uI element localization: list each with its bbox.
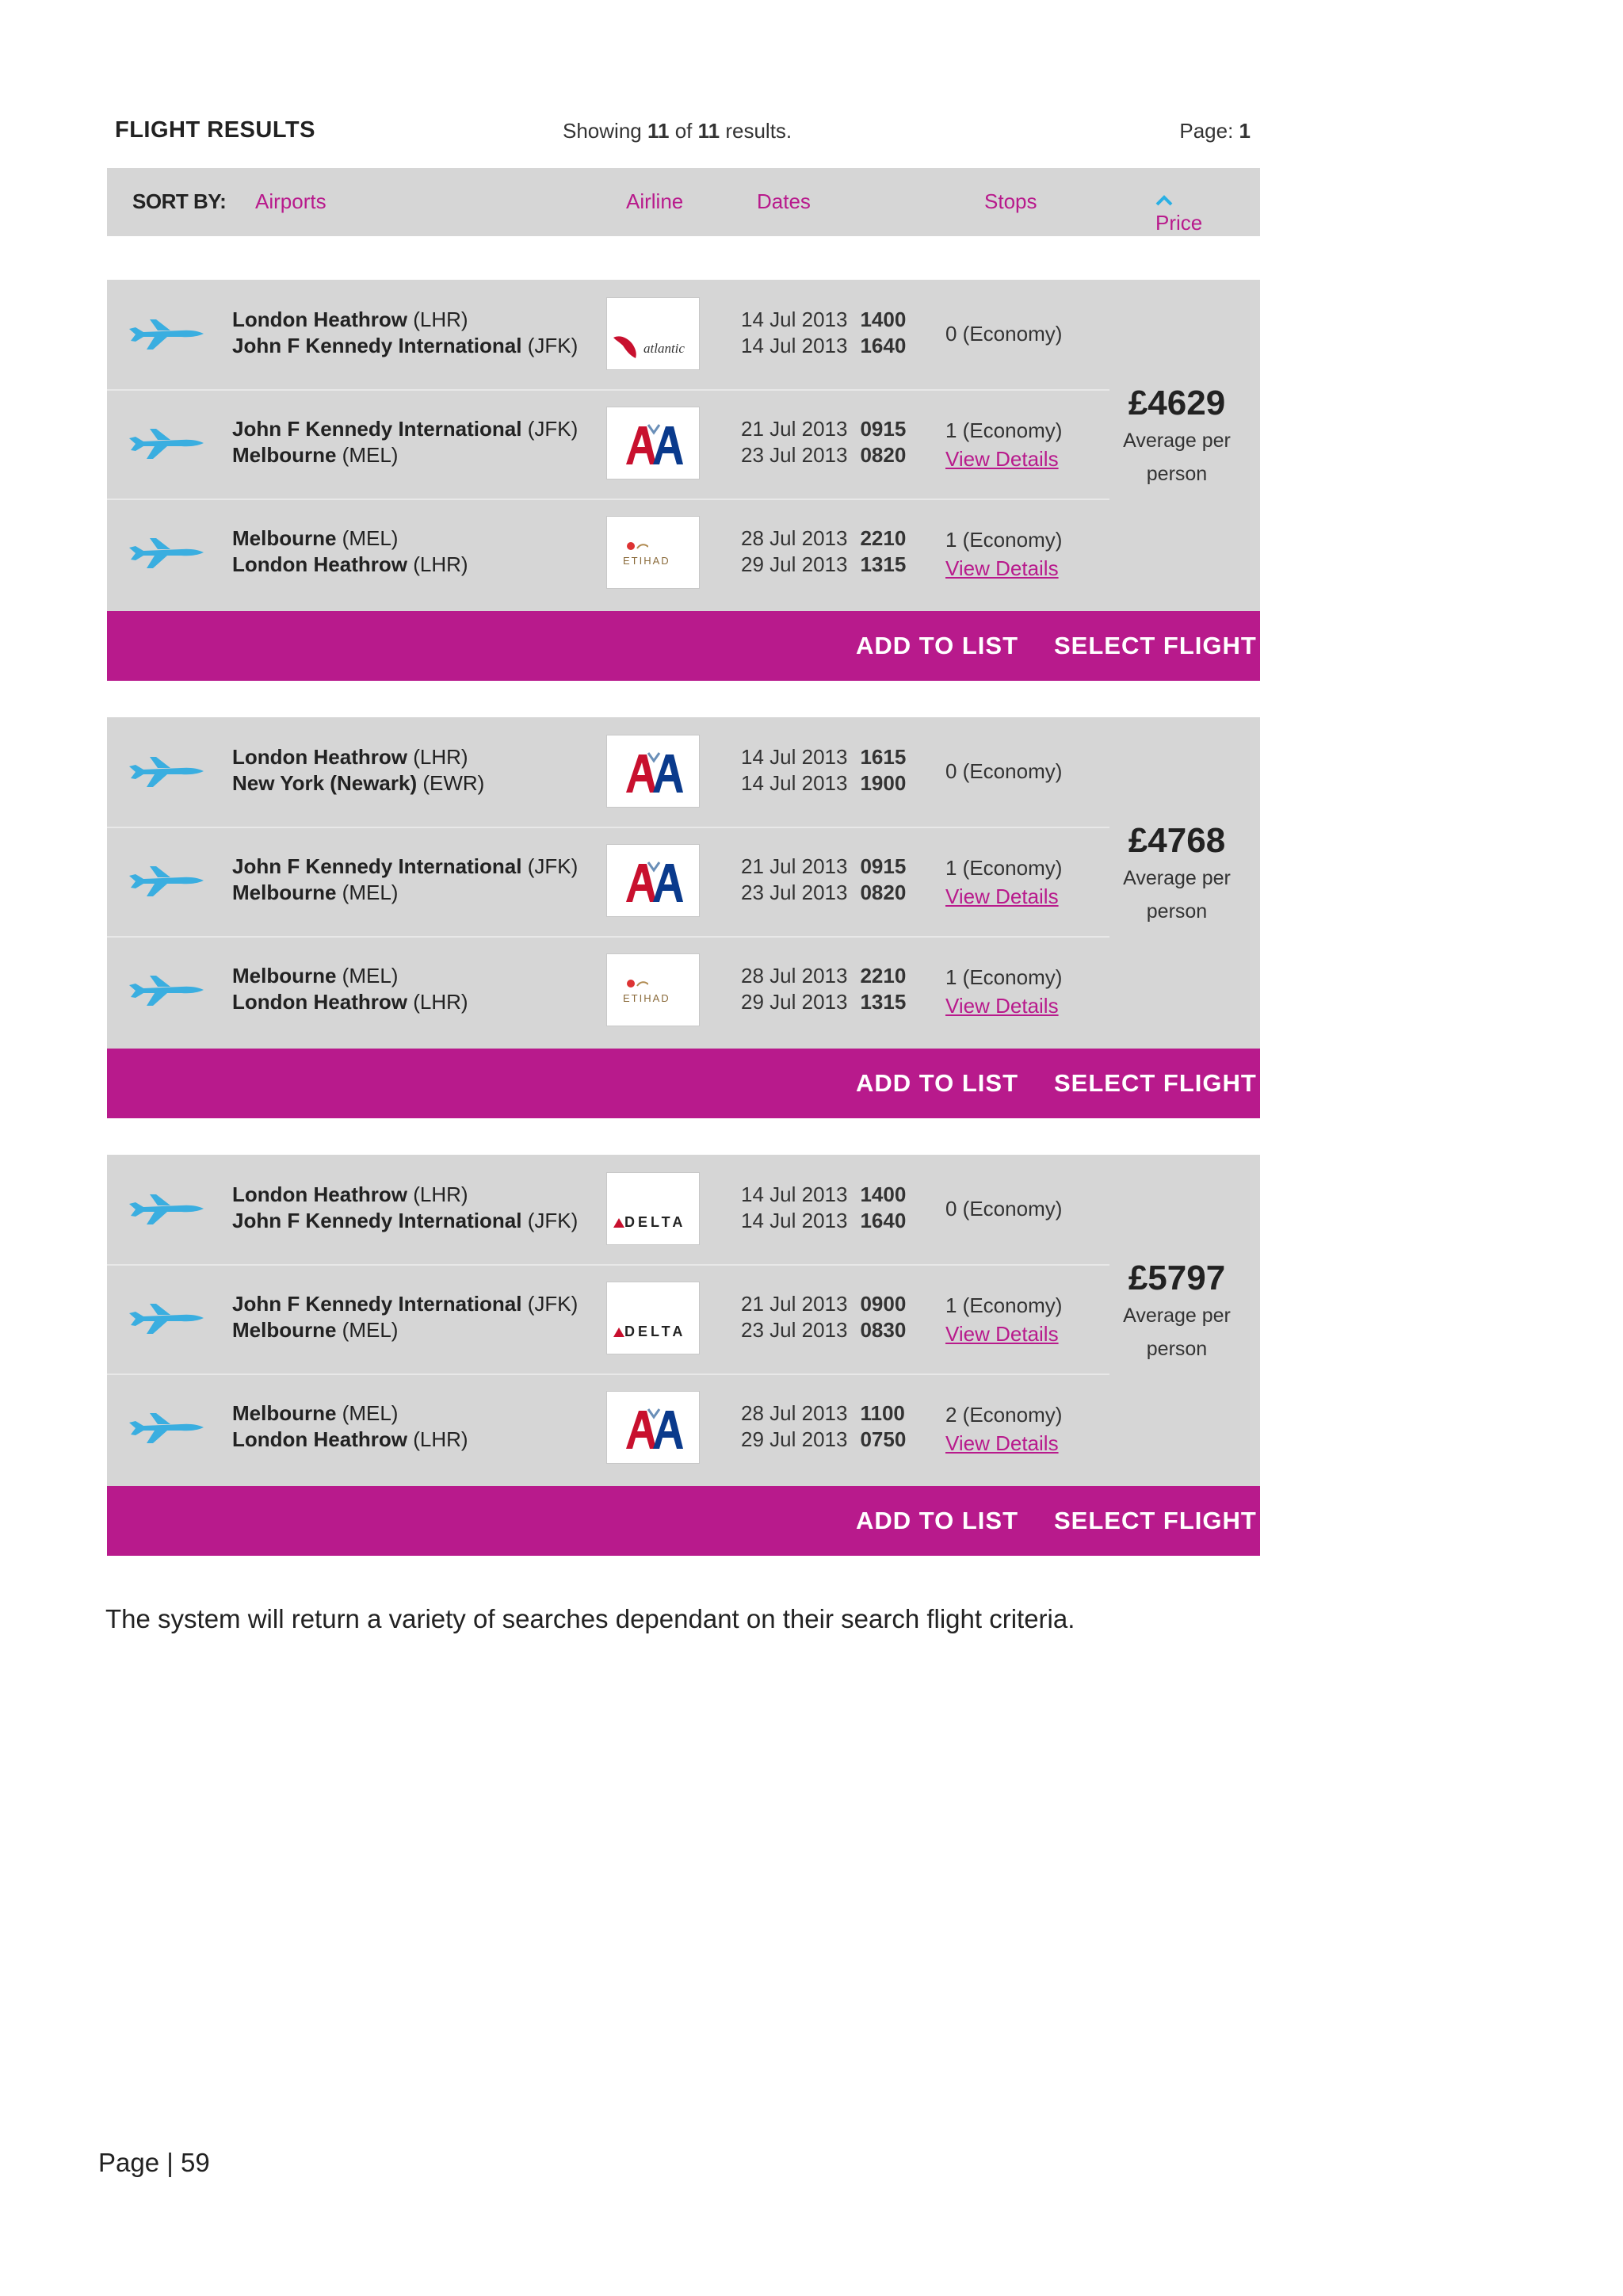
departure-datetime [741,1291,906,1317]
leg-origin [232,1400,468,1427]
leg-dates [741,1291,906,1343]
origin-code: (JFK) [521,417,579,441]
flight-leg-row [107,280,1109,391]
flight-result-card [107,280,1260,681]
arrival-date: 14 Jul 2013 [741,1209,848,1232]
airplane-icon [126,532,205,571]
price-note-line1: Average per [1123,867,1231,889]
destination-code: (LHR) [407,990,468,1014]
arrival-datetime [741,1427,906,1453]
departure-date: 14 Jul 2013 [741,308,848,331]
american-airlines-logo [624,859,683,904]
leg-airports [232,744,484,797]
american-airlines-logo [624,422,683,466]
airline-logo-box [606,735,700,808]
origin-name: John F Kennedy International [232,417,522,441]
result-action-bar [107,1049,1260,1118]
sort-price-link[interactable] [1155,189,1203,235]
destination-name: London Heathrow [232,1427,407,1451]
showing-suffix: results. [720,119,792,143]
leg-dates [741,525,906,578]
stops-class: 1 (Economy) [945,965,1063,989]
leg-stops [945,757,1062,785]
origin-code: (LHR) [407,308,468,331]
destination-code: (EWR) [417,771,485,795]
departure-time: 1100 [860,1401,905,1425]
stops-class: 1 (Economy) [945,1293,1063,1317]
destination-name: Melbourne [232,881,337,904]
add-to-list-button[interactable]: ADD TO LIST [856,632,1019,659]
leg-airports [232,307,578,359]
arrival-date: 23 Jul 2013 [741,881,848,904]
destination-name: Melbourne [232,443,337,467]
departure-date: 21 Jul 2013 [741,1292,848,1316]
arrival-date: 29 Jul 2013 [741,990,848,1014]
leg-destination [232,552,468,578]
origin-code: (LHR) [407,745,468,769]
arrival-time: 0820 [860,881,907,904]
arrival-date: 23 Jul 2013 [741,443,848,467]
price-amount: £4768 [1128,821,1226,860]
origin-code: (JFK) [521,1292,579,1316]
leg-airports [232,963,468,1015]
etihad-logo [621,541,685,572]
etihad-mark-icon [624,978,648,989]
departure-datetime [741,307,906,333]
view-details-link[interactable]: View Details [945,1322,1059,1346]
showing-count: 11 [647,119,670,143]
view-details-link[interactable]: View Details [945,994,1059,1018]
delta-triangle-icon [613,1218,624,1228]
airplane-icon [126,751,205,790]
airline-logo-box [606,297,700,370]
arrival-datetime [741,333,906,359]
destination-code: (MEL) [336,443,399,467]
delta-logo-text: DELTA [624,1324,686,1339]
departure-date: 28 Jul 2013 [741,526,848,550]
leg-origin [232,1291,578,1317]
view-details-link[interactable]: View Details [945,884,1059,908]
origin-code: (MEL) [336,1401,399,1425]
departure-date: 21 Jul 2013 [741,417,848,441]
departure-date: 28 Jul 2013 [741,964,848,988]
sort-airports-link[interactable]: Airports [255,189,327,213]
chevron-up-icon [1155,194,1173,207]
results-header [107,111,1260,151]
leg-destination [232,989,468,1015]
destination-name: Melbourne [232,1318,337,1342]
leg-dates [741,854,906,906]
leg-stops [945,1400,1062,1457]
leg-destination [232,880,578,906]
add-to-list-button[interactable]: ADD TO LIST [856,1069,1019,1097]
leg-destination [232,1427,468,1453]
airplane-icon [126,860,205,900]
leg-airports [232,1291,578,1343]
departure-time: 1400 [860,1182,907,1206]
arrival-time: 1640 [860,334,907,357]
virgin-logo-text: atlantic [643,341,685,356]
sort-airline-link[interactable]: Airline [626,189,684,213]
leg-destination [232,770,484,797]
add-to-list-button[interactable]: ADD TO LIST [856,1507,1019,1534]
arrival-time: 0820 [860,443,907,467]
origin-name: John F Kennedy International [232,854,522,878]
arrival-time: 1315 [860,552,907,576]
arrival-time: 1315 [860,990,907,1014]
leg-stops [945,319,1062,348]
price-note-line1: Average per [1123,1305,1231,1327]
destination-name: London Heathrow [232,552,407,576]
arrival-date: 29 Jul 2013 [741,1427,848,1451]
flight-result-card [107,717,1260,1118]
airplane-icon [126,1297,205,1337]
destination-name: John F Kennedy International [232,334,522,357]
leg-origin [232,854,578,880]
flight-leg-row [107,936,1109,1045]
price-note-line2: person [1146,463,1208,485]
results-count [563,119,792,143]
delta-triangle-icon [613,1328,624,1337]
page-number: 1 [1239,119,1251,143]
airplane-icon [126,969,205,1009]
airline-logo-box [606,1172,700,1245]
delta-logo [613,1324,685,1340]
departure-datetime [741,963,906,989]
origin-code: (JFK) [521,854,579,878]
arrival-date: 14 Jul 2013 [741,771,848,795]
flight-legs-panel [107,280,1260,611]
leg-origin [232,416,578,442]
price-note-line2: person [1146,1338,1208,1360]
leg-stops [945,963,1062,1020]
virgin-mark-icon [612,333,643,360]
stops-class: 1 (Economy) [945,856,1063,880]
stops-class: 2 (Economy) [945,1403,1063,1427]
stops-class: 0 (Economy) [945,759,1063,783]
flight-leg-row [107,389,1109,500]
departure-datetime [741,1400,906,1427]
price-block [1098,820,1256,928]
destination-code: (MEL) [336,881,399,904]
leg-airports [232,1400,468,1453]
leg-origin [232,963,468,989]
destination-name: John F Kennedy International [232,1209,522,1232]
destination-code: (JFK) [521,334,579,357]
leg-dates [741,744,906,797]
leg-stops [945,854,1062,911]
departure-time: 2210 [860,964,907,988]
airplane-icon [126,313,205,353]
sort-price-label: Price [1155,211,1203,235]
arrival-time: 1900 [860,771,907,795]
airline-logo-box [606,844,700,917]
leg-destination [232,1317,578,1343]
leg-dates [741,307,906,359]
stops-class: 1 (Economy) [945,418,1063,442]
arrival-time: 0750 [860,1427,907,1451]
origin-name: Melbourne [232,964,337,988]
departure-date: 28 Jul 2013 [741,1401,848,1425]
page-label: Page: [1179,119,1239,143]
stops-class: 0 (Economy) [945,1197,1063,1221]
departure-datetime [741,744,906,770]
showing-mid: of [669,119,698,143]
flight-leg-row [107,1155,1109,1266]
flight-result-card [107,1155,1260,1556]
leg-destination [232,1208,578,1234]
sort-label: SORT BY: [132,189,227,213]
leg-origin [232,744,484,770]
origin-name: London Heathrow [232,308,407,331]
origin-code: (LHR) [407,1182,468,1206]
select-flight-button[interactable]: SELECT FLIGHT [1054,632,1257,659]
departure-datetime [741,854,906,880]
etihad-logo-text: ETIHAD [623,992,670,1004]
destination-code: (MEL) [336,1318,399,1342]
arrival-datetime [741,770,906,797]
origin-name: Melbourne [232,526,337,550]
airplane-icon [126,422,205,462]
showing-prefix: Showing [563,119,647,143]
origin-name: London Heathrow [232,745,407,769]
price-amount: £5797 [1128,1259,1226,1297]
leg-destination [232,333,578,359]
airline-logo-box [606,407,700,479]
flight-leg-row [107,1373,1109,1483]
price-note-line2: person [1146,900,1208,923]
page-indicator [1179,119,1251,143]
leg-airports [232,525,468,578]
page-footer: Page | 59 [98,2148,210,2177]
flight-leg-row [107,1264,1109,1375]
sort-dates-link[interactable]: Dates [757,189,811,213]
leg-origin [232,307,578,333]
departure-time: 1400 [860,308,907,331]
sort-bar [107,168,1260,236]
flight-leg-row [107,499,1109,608]
departure-datetime [741,525,906,552]
departure-time: 2210 [860,526,907,550]
destination-name: London Heathrow [232,990,407,1014]
leg-dates [741,1400,906,1453]
leg-airports [232,1182,578,1234]
price-amount: £4629 [1128,384,1226,422]
leg-stops [945,525,1062,583]
flight-legs-panel [107,1155,1260,1486]
select-flight-button[interactable]: SELECT FLIGHT [1054,1069,1257,1097]
page-title: FLIGHT RESULTS [115,117,315,143]
leg-origin [232,525,468,552]
origin-code: (MEL) [336,964,399,988]
price-block [1098,383,1256,491]
caption-text: The system will return a variety of searches dependant on their search flight criteria. [105,1604,1075,1633]
etihad-mark-icon [624,541,648,552]
price-note-line1: Average per [1123,430,1231,452]
view-details-link[interactable]: View Details [945,556,1059,580]
destination-code: (LHR) [407,552,468,576]
leg-dates [741,963,906,1015]
arrival-time: 0830 [860,1318,907,1342]
leg-dates [741,1182,906,1234]
airline-logo-box [606,516,700,589]
destination-name: New York (Newark) [232,771,418,795]
view-details-link[interactable]: View Details [945,1431,1059,1455]
departure-date: 14 Jul 2013 [741,1182,848,1206]
departure-time: 0915 [860,854,907,878]
leg-origin [232,1182,578,1208]
arrival-datetime [741,552,906,578]
leg-stops [945,416,1062,473]
etihad-logo-text: ETIHAD [623,555,670,567]
origin-name: John F Kennedy International [232,1292,522,1316]
flight-leg-row [107,717,1109,828]
departure-time: 1615 [860,745,907,769]
arrival-datetime [741,1317,906,1343]
result-action-bar [107,611,1260,681]
arrival-datetime [741,1208,906,1234]
select-flight-button[interactable]: SELECT FLIGHT [1054,1507,1257,1534]
sort-stops-link[interactable]: Stops [984,189,1037,213]
arrival-date: 14 Jul 2013 [741,334,848,357]
departure-datetime [741,1182,906,1208]
delta-logo [613,1214,685,1231]
delta-logo-text: DELTA [624,1214,686,1230]
virgin-atlantic-logo [610,333,697,365]
destination-code: (LHR) [407,1427,468,1451]
departure-time: 0915 [860,417,907,441]
airline-logo-box [606,1391,700,1464]
arrival-datetime [741,442,906,468]
leg-stops [945,1194,1062,1223]
leg-destination [232,442,578,468]
origin-code: (MEL) [336,526,399,550]
departure-date: 14 Jul 2013 [741,745,848,769]
airplane-icon [126,1407,205,1446]
leg-dates [741,416,906,468]
leg-stops [945,1291,1062,1348]
american-airlines-logo [624,1406,683,1450]
etihad-logo [621,978,685,1010]
airplane-icon [126,1188,205,1228]
arrival-datetime [741,989,906,1015]
leg-airports [232,416,578,468]
origin-name: London Heathrow [232,1182,407,1206]
flight-leg-row [107,827,1109,938]
stops-class: 1 (Economy) [945,528,1063,552]
departure-datetime [741,416,906,442]
departure-date: 21 Jul 2013 [741,854,848,878]
arrival-date: 29 Jul 2013 [741,552,848,576]
flight-legs-panel [107,717,1260,1049]
arrival-time: 1640 [860,1209,907,1232]
arrival-datetime [741,880,906,906]
view-details-link[interactable]: View Details [945,447,1059,471]
airline-logo-box [606,1282,700,1354]
leg-airports [232,854,578,906]
origin-name: Melbourne [232,1401,337,1425]
american-airlines-logo [624,750,683,794]
airline-logo-box [606,953,700,1026]
result-action-bar [107,1486,1260,1556]
stops-class: 0 (Economy) [945,322,1063,346]
destination-code: (JFK) [521,1209,579,1232]
price-block [1098,1258,1256,1366]
arrival-date: 23 Jul 2013 [741,1318,848,1342]
showing-total: 11 [697,119,720,143]
departure-time: 0900 [860,1292,907,1316]
